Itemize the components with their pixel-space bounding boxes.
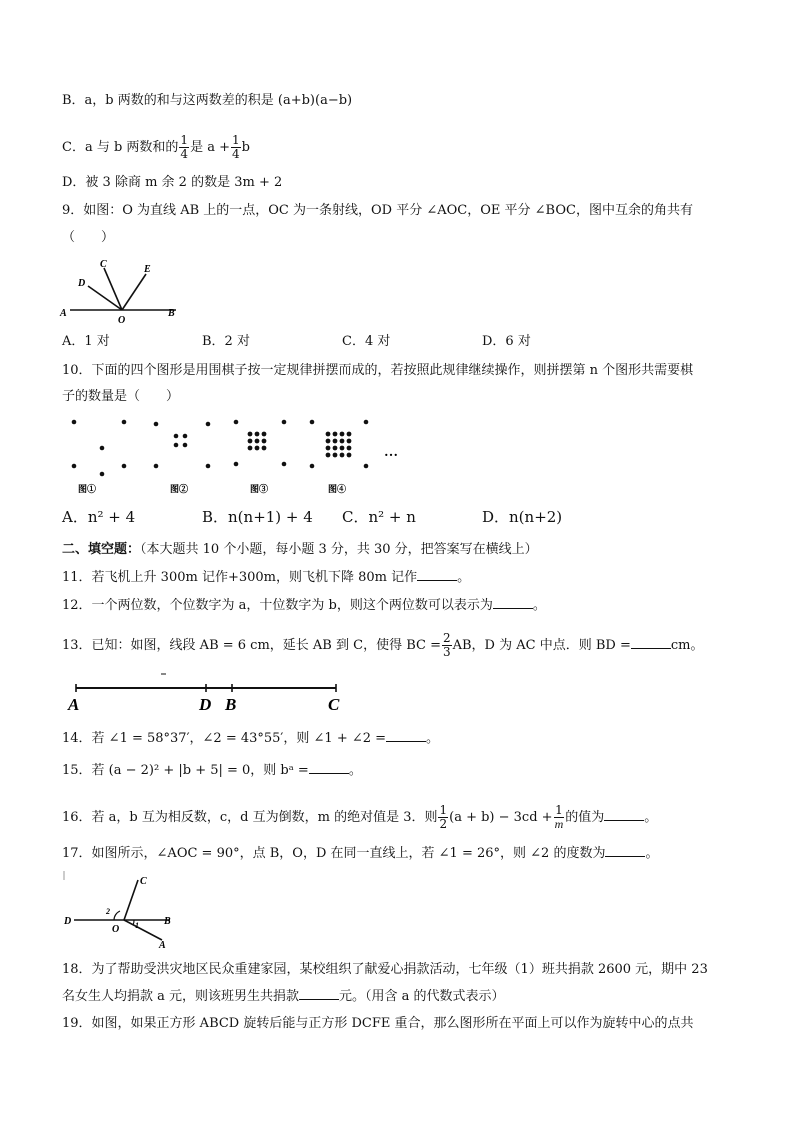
q10-fig4-grid-stone — [340, 432, 345, 437]
q13-label-d: D — [199, 695, 212, 714]
q10-fig4-grid-stone — [326, 446, 331, 451]
q8-frac-den: 4 — [180, 147, 189, 161]
q16-text: 16．若 a，b 互为相反数，c，d 互为倒数，m 的绝对值是 3．则 — [62, 810, 438, 825]
q10-caption-2: 图② — [170, 484, 189, 494]
q8-option-c-mid: 是 a + — [190, 140, 230, 155]
q15-end: 。 — [348, 763, 362, 778]
q10-fig2-grid-stone — [183, 434, 188, 439]
q13 — [62, 632, 703, 659]
q10-fig3-grid-stone — [262, 446, 267, 451]
q8-frac2-den: 4 — [231, 147, 240, 161]
q10-fig2-grid-stone — [174, 434, 179, 439]
q9-label-d: D — [78, 278, 86, 289]
q17-text: 17．如图所示，∠AOC = 90°，点 B，O，D 在同一直线上，若 ∠1 = 26°，则 ∠2 的度数为 — [62, 846, 606, 861]
q16-end: 。 — [644, 810, 658, 825]
q10-fig2-corner-stone — [206, 422, 211, 427]
q9-option-c: C．4 对 — [342, 334, 391, 349]
q13-answer-blank[interactable] — [631, 636, 671, 649]
q9-answer-paren: （ ） — [62, 230, 115, 245]
q16-fraction-half — [438, 804, 448, 831]
q9-label-c: C — [100, 259, 107, 270]
q13-unit: cm。 — [670, 638, 704, 653]
q10-option-b: B．n(n+1) + 4 — [202, 508, 313, 526]
q10-fig4-grid-stone — [340, 446, 345, 451]
q12-answer-blank[interactable] — [493, 596, 533, 609]
q10-pattern-figure — [66, 412, 416, 500]
q16-frac1-num: 1 — [439, 803, 448, 817]
q16 — [62, 804, 657, 831]
q8-option-d: D．被 3 除商 m 余 2 的数是 3m + 2 — [62, 175, 283, 190]
q13-label-b: B — [225, 695, 237, 714]
q10-fig3-corner-stone — [234, 462, 239, 467]
q9-label-b: B — [168, 308, 175, 319]
q8-option-c-suffix: b — [241, 140, 250, 155]
q15-answer-blank[interactable] — [309, 761, 349, 774]
q11 — [62, 568, 470, 587]
q10-fig4-corner-stone — [364, 464, 369, 469]
q14 — [62, 729, 439, 748]
q16-frac2-num: 1 — [555, 803, 563, 817]
q17-end: 。 — [645, 846, 659, 861]
q10-fig3-grid-stone — [248, 432, 253, 437]
q17-label-angle2: 2 — [106, 907, 110, 916]
q9-label-a: A — [60, 308, 67, 319]
q17-ray-oa — [124, 920, 162, 940]
q10-fig3-grid-stone — [255, 446, 260, 451]
q17-angle-figure — [58, 868, 188, 950]
q18-line2 — [62, 987, 505, 1006]
q17-answer-blank[interactable] — [605, 844, 645, 857]
q13-text-mid: AB，D 为 AC 中点．则 BD = — [452, 638, 631, 653]
q10-fig4-grid-stone — [347, 432, 352, 437]
q8-option-c-prefix: C．a 与 b 两数和的 — [62, 140, 179, 155]
q19-line1: 19．如图，如果正方形 ABCD 旋转后能与正方形 DCFE 重合，那么图形所在平面上可以作为旋转中心的点共 — [62, 1016, 694, 1031]
q10-fig3-grid-stone — [262, 432, 267, 437]
q16-text-post: 的值为 — [565, 810, 605, 825]
q10-fig2-corner-stone — [154, 422, 159, 427]
q10-fig3-corner-stone — [282, 462, 287, 467]
q18-line1: 18．为了帮助受洪灾地区民众重建家园，某校组织了献爱心捐款活动，七年级（1）班共捐款 2600 元，期中 23 — [62, 962, 708, 977]
q10-fig2-corner-stone — [206, 464, 211, 469]
q10-fig4-corner-stone — [310, 464, 315, 469]
q16-fraction-m — [554, 804, 565, 831]
q9-label-o: O — [118, 315, 126, 326]
q8-fraction — [179, 134, 189, 161]
q17 — [62, 844, 658, 863]
q16-answer-blank[interactable] — [604, 808, 644, 821]
q10-fig4-corner-stone — [310, 420, 315, 425]
q8-frac2-num: 1 — [231, 133, 240, 147]
q10-fig4-grid-stone — [333, 439, 338, 444]
q9-angle-figure — [58, 256, 188, 326]
q10-stem-line1: 10．下面的四个图形是用围棋子按一定规律拼摆而成的，若按照此规律继续操作，则拼摆第 n 个图形共需要棋 — [62, 363, 694, 378]
q12 — [62, 596, 546, 615]
q10-fig1-grid-stone — [100, 446, 105, 451]
q18-text-post: 元。（用含 a 的代数式表示） — [339, 989, 505, 1004]
q11-text: 11．若飞机上升 300m 记作+300m，则飞机下降 80m 记作 — [62, 570, 418, 585]
q8-option-b: B．a，b 两数的和与这两数差的积是 (a+b)(a−b) — [62, 93, 353, 108]
q10-fig4-grid-stone — [333, 446, 338, 451]
q10-fig3-corner-stone — [234, 420, 239, 425]
q10-fig3-grid-stone — [262, 439, 267, 444]
q17-label-o: O — [112, 924, 120, 935]
q10-fig1-corner-stone — [72, 420, 77, 425]
q8-fraction-2 — [231, 134, 241, 161]
q10-fig4-grid-stone — [326, 439, 331, 444]
q10-fig4-grid-stone — [347, 453, 352, 458]
q10-fig3-grid-stone — [255, 432, 260, 437]
q10-fig4-grid-stone — [347, 446, 352, 451]
q17-label-b: B — [164, 916, 171, 927]
q10-fig4-grid-stone — [340, 439, 345, 444]
q10-fig4-grid-stone — [333, 453, 338, 458]
q17-label-angle1: 1 — [135, 921, 139, 930]
q10-fig4-grid-stone — [340, 453, 345, 458]
q16-frac1-den: 2 — [439, 817, 448, 831]
q10-fig4-corner-stone — [364, 420, 369, 425]
q10-fig4-grid-stone — [326, 453, 331, 458]
q16-frac2-den: m — [554, 817, 564, 831]
q11-end: 。 — [457, 570, 471, 585]
section-2-note: （本大题共 10 个小题，每小题 3 分，共 30 分，把答案写在横线上） — [140, 542, 538, 557]
q12-end: 。 — [532, 598, 546, 613]
q9-stem: 9．如图：O 为直线 AB 上的一点，OC 为一条射线，OD 平分 ∠AOC，OE 平分 ∠BOC，图中互余的角共有 — [62, 203, 693, 218]
q18-text: 名女生人均捐款 a 元，则该班男生共捐款 — [62, 989, 300, 1004]
q16-text-mid: (a + b) − 3cd + — [449, 810, 553, 825]
q9-option-a: A．1 对 — [62, 334, 110, 349]
q9-label-e: E — [144, 264, 151, 275]
q10-fig1-corner-stone — [122, 464, 127, 469]
q10-option-c: C．n² + n — [342, 508, 416, 526]
section-2-title: 二、填空题： — [62, 542, 141, 557]
q17-label-c: C — [140, 876, 147, 887]
q14-text: 14．若 ∠1 = 58°37′，∠2 = 43°55′，则 ∠1 + ∠2 = — [62, 731, 387, 746]
q10-option-d: D．n(n+2) — [482, 508, 563, 526]
q10-caption-4: 图④ — [328, 484, 347, 494]
q17-label-a: A — [159, 940, 166, 950]
q14-answer-blank[interactable] — [386, 729, 426, 742]
q10-caption-1: 图① — [78, 484, 97, 494]
q15-text: 15．若 (a − 2)² + |b + 5| = 0，则 bᵃ = — [62, 763, 309, 778]
q10-fig3-grid-stone — [255, 439, 260, 444]
q13-text: 13．已知：如图，线段 AB = 6 cm，延长 AB 到 C，使得 BC = — [62, 638, 441, 653]
q9-ray-oe — [122, 274, 146, 310]
q10-fig4-grid-stone — [326, 432, 331, 437]
q10-fig1-grid-stone — [100, 472, 105, 477]
q10-fig4-grid-stone — [333, 432, 338, 437]
q10-option-a: A．n² + 4 — [62, 508, 136, 526]
q8-option-c — [62, 134, 250, 161]
q9-option-d: D．6 对 — [482, 334, 531, 349]
section-2-heading — [62, 541, 538, 559]
q9-option-b: B．2 对 — [202, 334, 250, 349]
q13-frac-den: 3 — [442, 645, 451, 659]
q10-fig2-grid-stone — [174, 443, 179, 448]
q10-stem-line2: 子的数量是（ ） — [62, 389, 180, 404]
q10-fig3-corner-stone — [282, 420, 287, 425]
q10-fig1-corner-stone — [122, 420, 127, 425]
q10-fig2-corner-stone — [154, 464, 159, 469]
q10-caption-3: 图③ — [250, 484, 269, 494]
q13-label-c: C — [328, 695, 340, 714]
q10-fig3-grid-stone — [248, 439, 253, 444]
q10-fig2-grid-stone — [183, 443, 188, 448]
q13-fraction — [442, 632, 452, 659]
q10-fig3-grid-stone — [248, 446, 253, 451]
q17-label-d: D — [64, 916, 72, 927]
q13-frac-num: 2 — [442, 631, 451, 645]
q18-answer-blank[interactable] — [299, 987, 339, 1000]
q12-text: 12．一个两位数，个位数字为 a，十位数字为 b，则这个两位数可以表示为 — [62, 598, 493, 613]
q10-fig1-corner-stone — [72, 464, 77, 469]
q14-end: 。 — [426, 731, 440, 746]
q15 — [62, 761, 362, 780]
q11-answer-blank[interactable] — [417, 568, 457, 581]
q13-segment-figure — [64, 670, 364, 716]
q8-frac-num: 1 — [180, 133, 189, 147]
q13-label-a: A — [68, 695, 80, 714]
q10-ellipsis: … — [384, 445, 398, 460]
q17-angle2-arc — [114, 911, 120, 920]
q10-fig4-grid-stone — [347, 439, 352, 444]
q17-ray-oc — [124, 880, 138, 920]
